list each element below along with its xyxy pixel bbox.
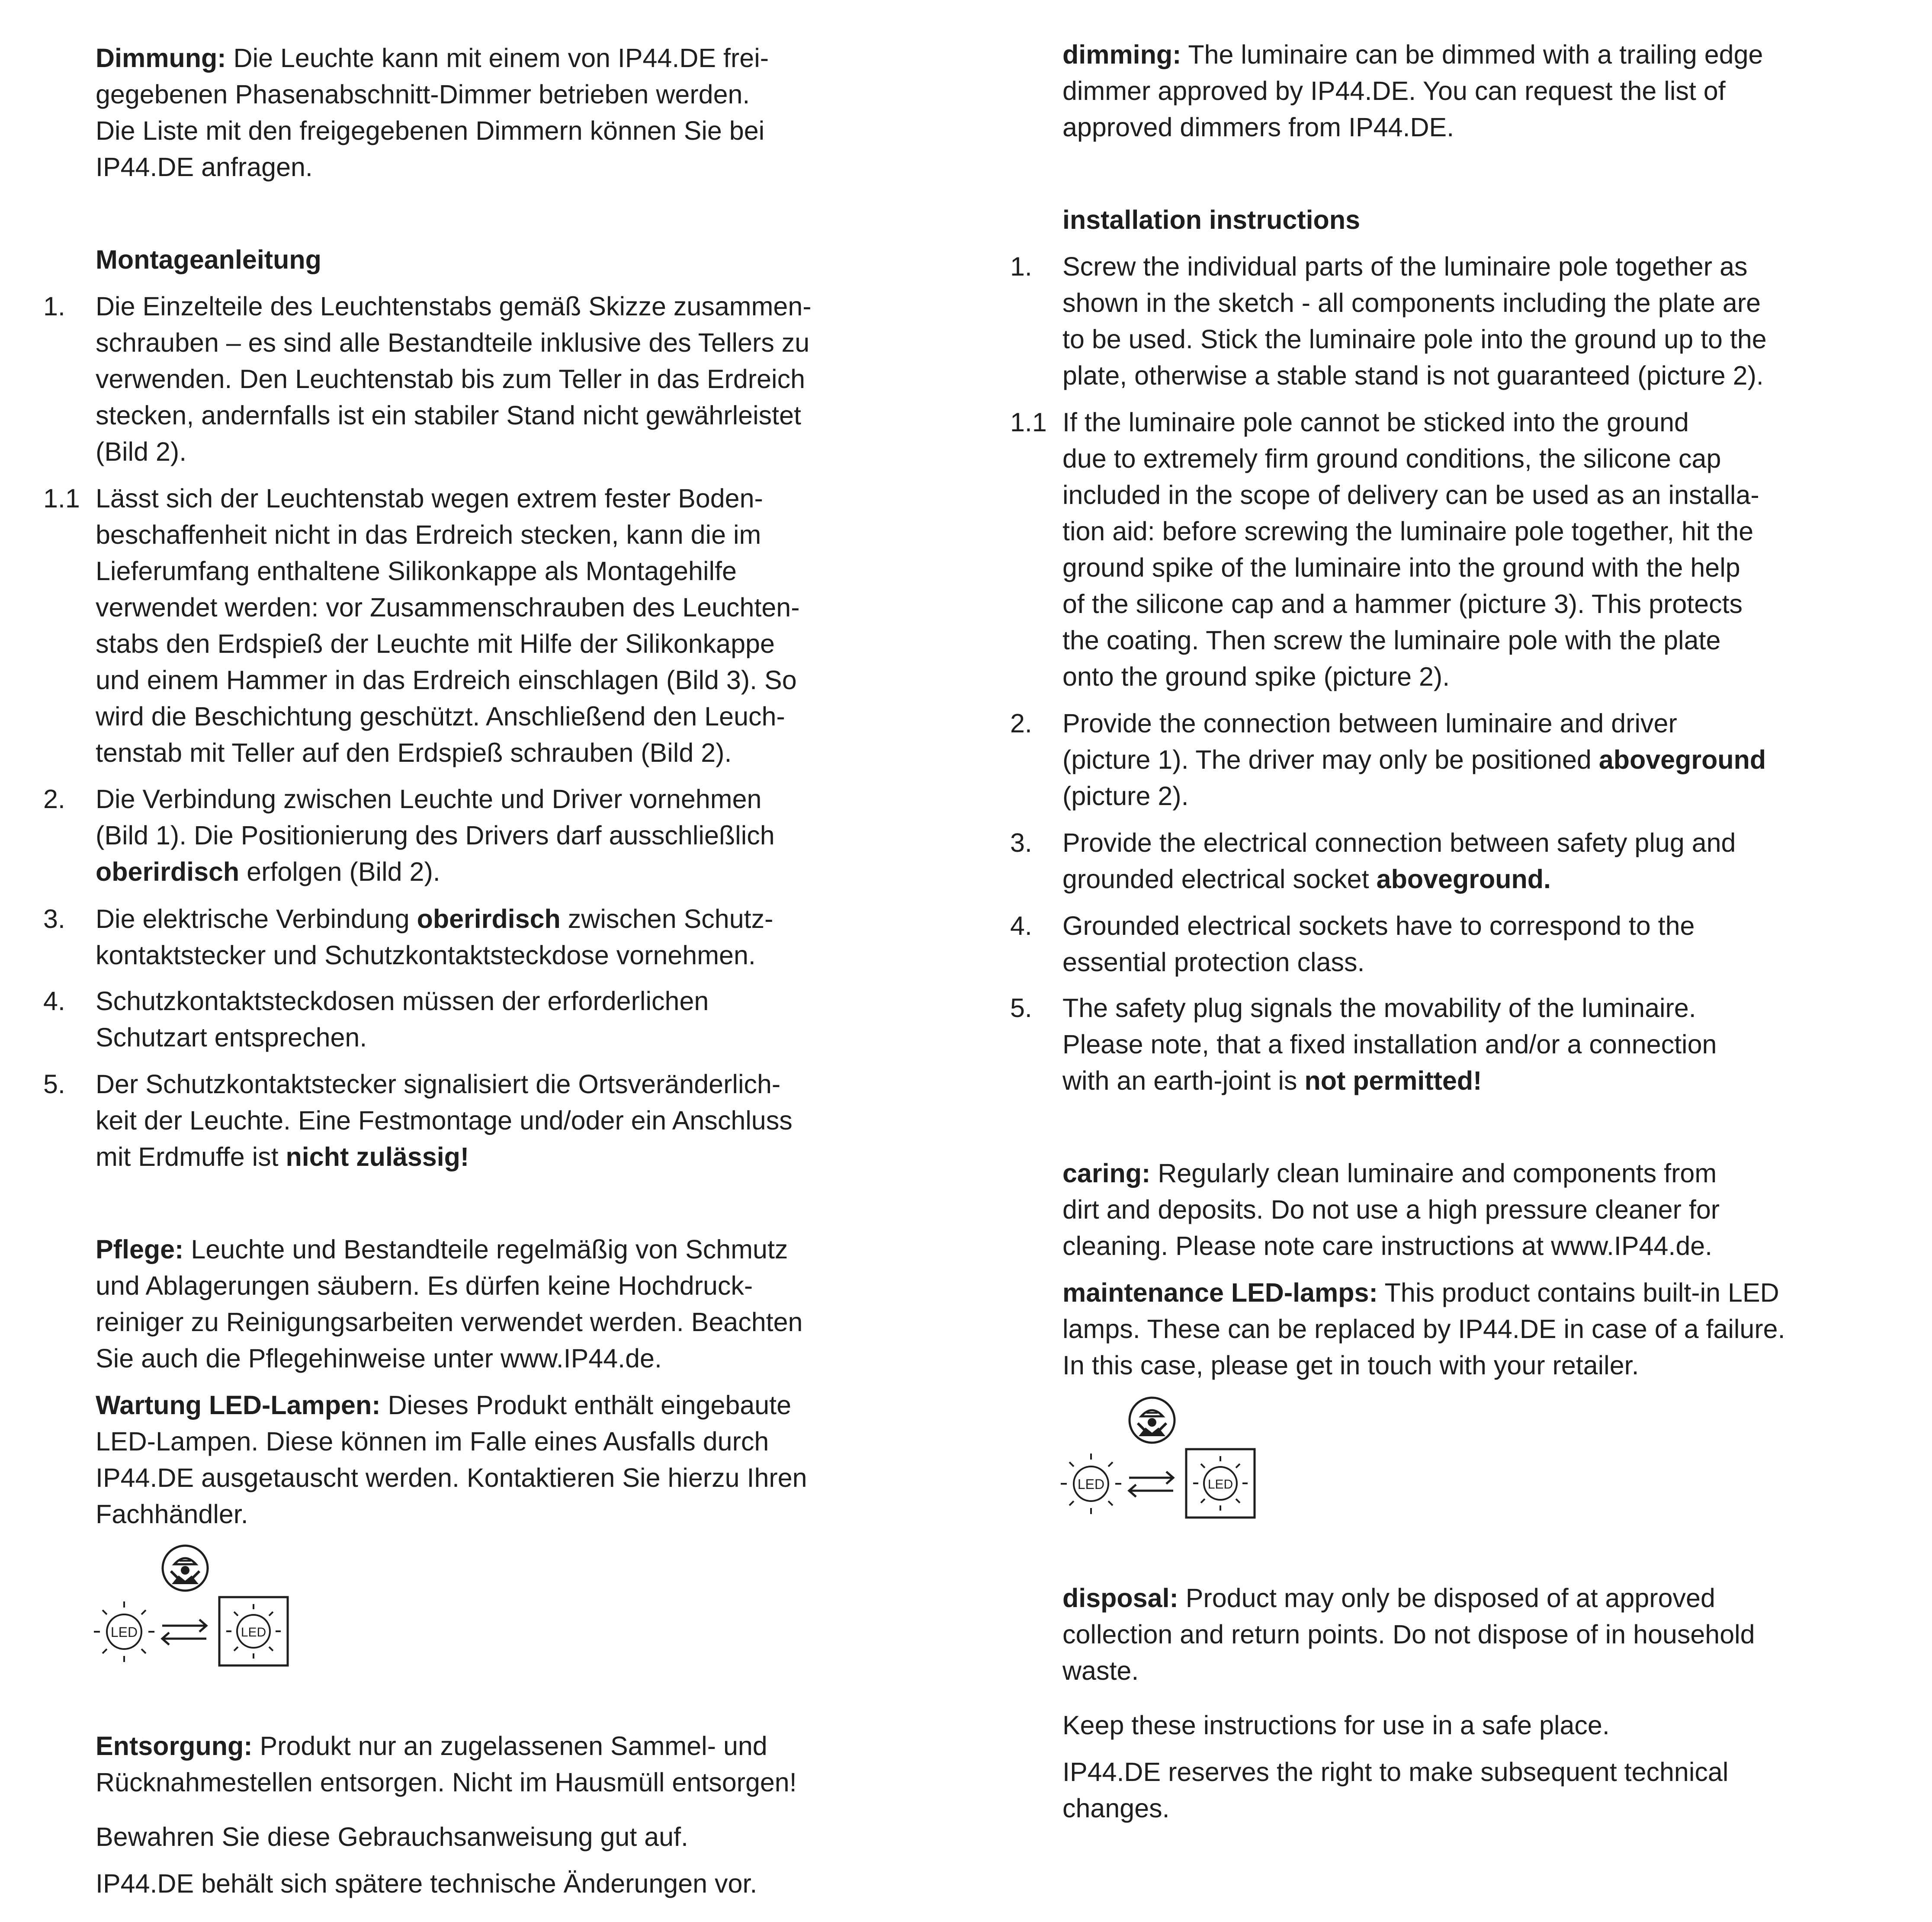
swap-arrows-icon <box>162 1620 206 1645</box>
technician-icon <box>163 1546 208 1591</box>
de-step-text: Die Verbindung zwischen Leuchte und Driver vornehmen (Bild 1). Die Positionierung des Drivers darf ausschließlich <box>96 784 775 850</box>
de-maintenance-text: Dieses Produkt enthält eingebaute LED-Lampen. Diese können im Falle eines Ausfalls durch IP44.DE ausgetauscht werden. Kontaktieren Sie hierzu Ihren Fachhändler. <box>96 1390 807 1529</box>
en-step-5 <box>967 990 1832 1099</box>
de-step-number: 1.1 <box>43 484 80 513</box>
en-step-text: Provide the connection between luminaire and driver (picture 1). The driver may only be positioned <box>1062 709 1677 774</box>
de-step-number: 2. <box>43 784 65 814</box>
en-step-number: 2. <box>1010 709 1032 738</box>
de-step-5 <box>0 1066 865 1175</box>
de-step-text: zwischen Schutz- kontaktstecker und Schutzkontaktsteckdose vornehmen. <box>96 904 773 970</box>
en-step-4 <box>967 908 1832 980</box>
led-replaced-icon <box>1186 1449 1255 1518</box>
en-keep <box>967 1707 1832 1743</box>
de-step-1 <box>0 288 865 470</box>
de-care <box>0 1231 865 1377</box>
de-dimming-label: Dimmung: <box>96 43 226 73</box>
en-step-text: If the luminaire pole cannot be sticked into the ground due to extremely firm ground conditions, the silicone cap included in the scope of delivery can be used as an installa- tion aid: before screwing the luminaire pole together, hit the ground spike of the luminaire into the ground with the help of the silicone cap and a hammer (picture 3). This protects the coating. Then screw the luminaire pole with the plate onto the ground spike (picture 2). <box>1062 408 1759 691</box>
en-step-text: Screw the individual parts of the luminaire pole together as shown in the sketch - all components including the plate are to be used. Stick the luminaire pole into the ground up to the plate, otherwise a stable stand is not guaranteed (picture 2). <box>1062 252 1767 390</box>
en-dimming-label: dimming: <box>1062 40 1181 69</box>
en-step-1 <box>967 248 1832 394</box>
en-step-1-1 <box>967 404 1832 695</box>
de-step-text: Schutzkontaktsteckdosen müssen der erforderlichen Schutzart entsprechen. <box>96 986 709 1052</box>
de-step-number: 3. <box>43 904 65 934</box>
de-keep-text: Bewahren Sie diese Gebrauchsanweisung gut auf. <box>96 1822 688 1851</box>
de-disposal-label: Entsorgung: <box>96 1731 253 1761</box>
de-step-3 <box>0 901 865 973</box>
de-disposal <box>0 1728 865 1800</box>
en-keep-text: Keep these instructions for use in a safe place. <box>1062 1710 1610 1740</box>
led-bulb-icon <box>1061 1454 1121 1514</box>
de-step-1-1 <box>0 480 865 771</box>
en-step-text: Grounded electrical sockets have to correspond to the essential protection class. <box>1062 911 1695 977</box>
en-led-replace-icons <box>1060 1396 1259 1526</box>
de-led-replace-icons <box>93 1544 292 1674</box>
de-step-bold: oberirdisch <box>96 857 240 886</box>
de-step-4 <box>0 983 865 1056</box>
de-reserve <box>0 1865 865 1902</box>
de-care-text: Leuchte und Bestandteile regelmäßig von Schmutz und Ablagerungen säubern. Es dürfen keine Hochdruck- reiniger zu Reinigungsarbeiten verwendet werden. Beachten Sie auch die Pflegehinweise unter www.IP44.de. <box>96 1235 803 1373</box>
de-maintenance <box>0 1387 865 1532</box>
en-dimming-text: The luminaire can be dimmed with a trailing edge dimmer approved by IP44.DE. You can request the list of approved dimmers from IP44.DE. <box>1062 40 1763 142</box>
en-maintenance <box>967 1274 1832 1383</box>
de-step-text: Die elektrische Verbindung <box>96 904 417 934</box>
en-step-text: Provide the electrical connection between safety plug and grounded electrical socket <box>1062 828 1736 894</box>
en-step-2 <box>967 705 1832 814</box>
de-step-number: 4. <box>43 986 65 1016</box>
led-label: LED <box>1077 1476 1105 1492</box>
en-disposal <box>967 1580 1832 1689</box>
en-step-number: 1. <box>1010 252 1032 281</box>
en-step-text: The safety plug signals the movability of the luminaire. Please note, that a fixed installation and/or a connection with an earth-joint is <box>1062 993 1717 1095</box>
en-reserve <box>967 1754 1832 1826</box>
de-dimming-text: Die Leuchte kann mit einem von IP44.DE frei- gegebenen Phasenabschnitt-Dimmer betrieben werden. Die Liste mit den freigegebenen Dimmern können Sie bei IP44.DE anfragen. <box>96 43 769 182</box>
de-step-number: 1. <box>43 292 65 321</box>
en-disposal-text: Product may only be disposed of at approved collection and return points. Do not dispose of in household waste. <box>1062 1583 1755 1685</box>
en-step-number: 3. <box>1010 828 1032 857</box>
de-disposal-text: Produkt nur an zugelassenen Sammel- und Rücknahmestellen entsorgen. Nicht im Hausmüll entsorgen! <box>96 1731 797 1797</box>
de-reserve-text: IP44.DE behält sich spätere technische Änderungen vor. <box>96 1869 757 1898</box>
en-reserve-text: IP44.DE reserves the right to make subsequent technical changes. <box>1062 1757 1729 1823</box>
de-step-text: Der Schutzkontaktstecker signalisiert die Ortsveränderlich- keit der Leuchte. Eine Festmontage und/oder ein Anschluss mit Erdmuffe ist <box>96 1069 793 1171</box>
led-replaced-icon <box>219 1597 288 1665</box>
en-step-bold: not permitted! <box>1304 1066 1482 1095</box>
led-bulb-icon <box>94 1601 154 1662</box>
technician-icon <box>1130 1398 1175 1443</box>
en-install-heading: installation instructions <box>1062 205 1361 234</box>
de-install-heading: Montageanleitung <box>96 245 321 274</box>
de-step-bold: nicht zulässig! <box>286 1142 469 1171</box>
en-step-text: (picture 2). <box>1062 781 1189 811</box>
en-step-number: 1.1 <box>1010 408 1047 437</box>
led-label: LED <box>1207 1477 1233 1492</box>
de-step-bold: oberirdisch <box>417 904 561 934</box>
de-keep <box>0 1819 865 1855</box>
en-dimming <box>967 36 1832 145</box>
en-disposal-label: disposal: <box>1062 1583 1178 1613</box>
de-step-number: 5. <box>43 1069 65 1099</box>
de-step-2 <box>0 781 865 890</box>
de-step-text: erfolgen (Bild 2). <box>239 857 440 886</box>
en-step-number: 4. <box>1010 911 1032 940</box>
en-care-label: caring: <box>1062 1158 1151 1188</box>
en-step-number: 5. <box>1010 993 1032 1023</box>
en-step-bold: aboveground <box>1598 745 1766 774</box>
de-care-label: Pflege: <box>96 1235 184 1264</box>
swap-arrows-icon <box>1129 1472 1173 1497</box>
en-maintenance-text: This product contains built-in LED lamps. These can be replaced by IP44.DE in case of a failure. In this case, please get in touch with your retailer. <box>1062 1278 1785 1380</box>
en-care <box>967 1155 1832 1264</box>
de-step-text: Die Einzelteile des Leuchtenstabs gemäß Skizze zusammen- schrauben – es sind alle Bestandteile inklusive des Tellers zu verwenden. Den Leuchtenstab bis zum Teller in das Erdreich stecken, andernfalls ist ein stabiler Stand nicht gewährleistet (Bild 2). <box>96 292 812 466</box>
de-dimming <box>0 40 865 185</box>
en-maintenance-label: maintenance LED-lamps: <box>1062 1278 1378 1307</box>
de-step-text: Lässt sich der Leuchtenstab wegen extrem fester Boden- beschaffenheit nicht in das Erdreich stecken, kann die im Lieferumfang enthaltene Silikonkappe als Montagehilfe verwendet werden: vor Zusammenschrauben des Leuchten- stabs den Erdspieß der Leuchte mit Hilfe der Silikonkappe und einem Hammer in das Erdreich einschlagen (Bild 3). So wird die Beschichtung geschützt. Anschließend den Leuch- tenstab mit Teller auf den Erdspieß schrauben (Bild 2). <box>96 484 800 767</box>
de-maintenance-label: Wartung LED-Lampen: <box>96 1390 381 1420</box>
en-step-3 <box>967 825 1832 897</box>
led-label: LED <box>110 1624 138 1640</box>
de-install-heading-block <box>0 241 865 278</box>
en-care-text: Regularly clean luminaire and components from dirt and deposits. Do not use a high pressure cleaner for cleaning. Please note care instructions at www.IP44.de. <box>1062 1158 1720 1261</box>
en-install-heading-block <box>967 202 1832 238</box>
led-label: LED <box>241 1625 266 1640</box>
en-step-bold: aboveground. <box>1376 864 1551 894</box>
